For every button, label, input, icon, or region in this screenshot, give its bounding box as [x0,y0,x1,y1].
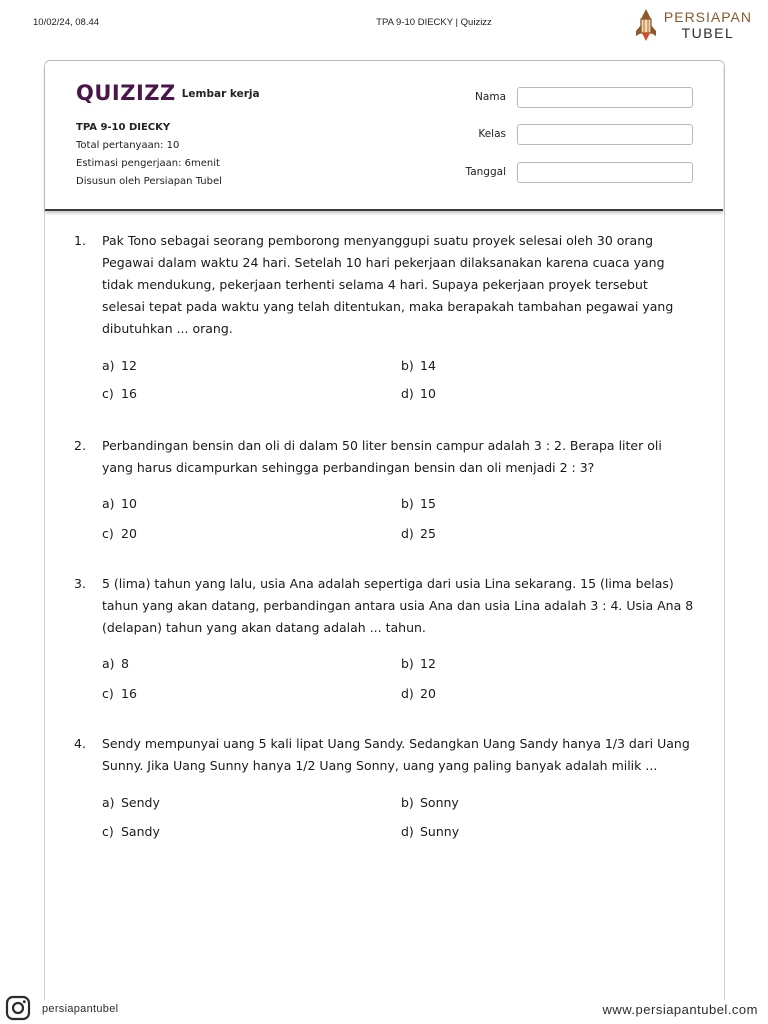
question-text: Perbandingan bensin dan oli di dalam 50 liter bensin campur adalah 3 : 2. Berapa liter oli yang harus dicampurkan sehingga perbandingan bensin dan oli menjadi 2 : 3? [102,438,662,475]
option-d[interactable] [401,385,436,403]
option-c[interactable] [102,823,160,841]
option-letter: c) [102,686,114,701]
option-value: Sunny [420,824,460,839]
option-value: 16 [121,386,137,401]
option-b[interactable] [401,655,436,673]
question-number: 2. [74,438,86,453]
author: Disusun oleh Persiapan Tubel [76,176,222,187]
option-value: 12 [121,358,137,373]
option-letter: b) [401,795,414,810]
question-number: 4. [74,736,86,751]
worksheet-sheet [44,60,725,1000]
option-value: 14 [420,358,436,373]
instagram-handle[interactable]: persiapantubel [42,1003,119,1015]
instagram-icon[interactable] [5,995,31,1021]
option-d[interactable] [401,525,436,543]
option-letter: c) [102,824,114,839]
option-value: 16 [121,686,137,701]
option-a[interactable] [102,495,137,513]
option-value: Sonny [420,795,459,810]
option-value: 8 [121,656,129,671]
option-letter: a) [102,496,115,511]
quiz-name: TPA 9-10 DIECKY [76,122,171,133]
worksheet-info-card [45,61,723,211]
name-field-row [45,87,723,108]
question-text: Pak Tono sebagai seorang pemborong menyanggupi suatu proyek selesai oleh 30 orang Pegawai dalam waktu 24 hari. Setelah 10 hari pekerjaan dilaksanakan karena cuaca yang tidak mendukung, pekerjaan terhenti selama 4 hari. Supaya pekerjaan proyek tersebut selesai tepat pada waktu yang telah ditentukan, maka berapakah tambahan pegawai yang dibutuhkan ... orang. [102,233,674,336]
name-label: Nama [475,91,506,103]
option-value: 10 [121,496,137,511]
option-b[interactable] [401,357,436,375]
option-value: Sendy [121,795,160,810]
option-letter: d) [401,824,414,839]
option-b[interactable] [401,794,459,812]
option-letter: c) [102,386,114,401]
name-input[interactable] [517,87,693,108]
option-letter: d) [401,526,414,541]
option-b[interactable] [401,495,436,513]
option-value: 20 [420,686,436,701]
option-c[interactable] [102,685,137,703]
option-a[interactable] [102,357,137,375]
option-letter: c) [102,526,114,541]
option-value: 20 [121,526,137,541]
print-header [0,0,768,50]
pencil-rocket-icon [632,7,660,43]
option-letter: b) [401,496,414,511]
question-number: 3. [74,576,86,591]
brand-text [664,9,752,41]
worksheet-label: Lembar kerja [181,88,260,100]
option-letter: d) [401,386,414,401]
print-datetime: 10/02/24, 08.44 [33,17,100,28]
option-letter: b) [401,656,414,671]
class-field-row [45,124,723,145]
option-value: 12 [420,656,436,671]
option-d[interactable] [401,685,436,703]
question-text: Sendy mempunyai uang 5 kali lipat Uang Sandy. Sedangkan Uang Sandy hanya 1/3 dari Uang Sunny. Jika Uang Sunny hanya 1/2 Uang Sonny, uang yang paling banyak adalah milik ... [102,736,690,773]
option-d[interactable] [401,823,459,841]
option-letter: b) [401,358,414,373]
option-letter: a) [102,358,115,373]
quizizz-logo: QUIZIZZ [76,81,176,105]
option-letter: a) [102,656,115,671]
option-c[interactable] [102,385,137,403]
date-field-row [45,162,723,183]
option-value: 15 [420,496,436,511]
option-a[interactable] [102,655,129,673]
option-c[interactable] [102,525,137,543]
class-input[interactable] [517,124,693,145]
date-label: Tanggal [465,166,506,178]
total-questions: Total pertanyaan: 10 [76,140,180,151]
website-link[interactable]: www.persiapantubel.com [602,1002,758,1017]
print-title: TPA 9-10 DIECKY | Quizizz [376,17,492,28]
date-input[interactable] [517,162,693,183]
option-a[interactable] [102,794,160,812]
option-letter: d) [401,686,414,701]
question-text: 5 (lima) tahun yang lalu, usia Ana adalah sepertiga dari usia Lina sekarang. 15 (lima belas) tahun yang akan datang, perbandingan antara usia Ana dan usia Lina adalah 3 : 4. Usia Ana 8 (delapan) tahun yang akan datang adalah ... tahun. [102,576,694,635]
brand-line-1: PERSIAPAN [663,9,752,25]
question-number: 1. [74,233,86,248]
brand-logo [632,6,752,44]
option-letter: a) [102,795,115,810]
estimated-time: Estimasi pengerjaan: 6menit [76,158,220,169]
option-value: 10 [420,386,436,401]
option-value: 25 [420,526,436,541]
class-label: Kelas [478,128,506,140]
option-value: Sandy [121,824,160,839]
brand-line-2: TUBEL [681,25,735,41]
footer [0,992,768,1024]
